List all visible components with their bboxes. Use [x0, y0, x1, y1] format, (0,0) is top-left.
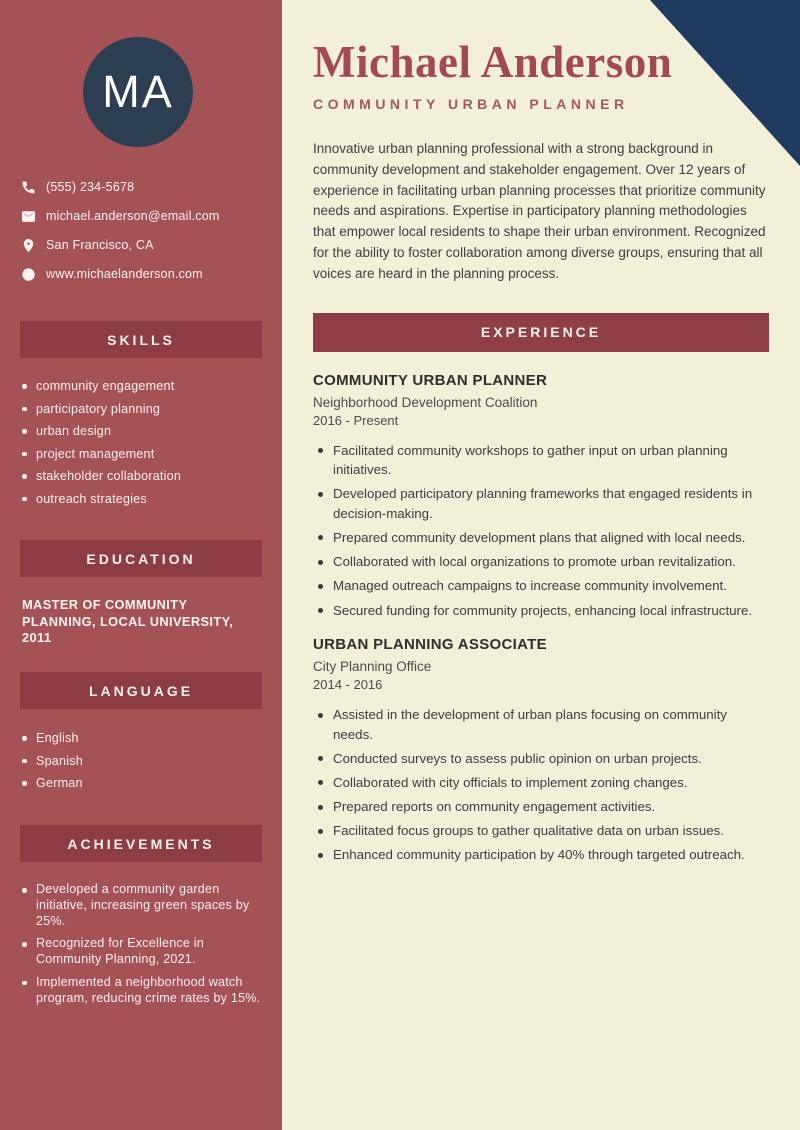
language-heading-label: LANGUAGE	[88, 682, 194, 699]
job-bullet-list	[313, 705, 769, 865]
job-bullet: Managed outreach campaigns to increase community involvement.	[313, 576, 769, 596]
contact-email-value: michael.anderson@email.com	[46, 209, 220, 223]
education-text: MASTER OF COMMUNITY PLANNING, LOCAL UNIVERSITY, 2011	[22, 597, 234, 645]
phone-icon	[21, 180, 36, 195]
main-content	[313, 0, 769, 870]
experience-heading-label: EXPERIENCE	[480, 324, 602, 341]
avatar-initials: MA	[102, 66, 174, 117]
job-bullet: Facilitated community workshops to gather input on urban planning initiatives.	[313, 441, 769, 480]
skills-heading-label: SKILLS	[107, 331, 175, 348]
achievements-heading	[20, 825, 262, 862]
education-heading	[20, 540, 262, 577]
job-dates: 2014 - 2016	[313, 677, 383, 693]
language-item: Spanish	[21, 753, 269, 769]
job-bullet: Conducted surveys to assess public opinion on urban projects.	[313, 749, 769, 769]
job-bullet-list	[313, 441, 769, 620]
job-subtitle: COMMUNITY URBAN PLANNER	[313, 96, 629, 112]
job-company: Neighborhood Development Coalition	[313, 394, 538, 410]
job-bullet: Collaborated with local organizations to promote urban revitalization.	[313, 552, 769, 572]
education-heading-label: EDUCATION	[86, 550, 196, 567]
achievements-heading-label: ACHIEVEMENTS	[67, 835, 215, 852]
skill-item: project management	[21, 446, 269, 462]
job-company: City Planning Office	[313, 659, 432, 675]
contact-phone-row	[21, 177, 271, 197]
job-title: URBAN PLANNING ASSOCIATE	[313, 636, 547, 654]
skill-item: participatory planning	[21, 401, 269, 417]
language-list	[21, 730, 269, 798]
contact-section	[21, 177, 271, 293]
job-bullet: Secured funding for community projects, enhancing local infrastructure.	[313, 601, 769, 621]
achievement-item: Implemented a neighborhood watch program, reducing crime rates by 15%.	[21, 975, 269, 1007]
achievements-list	[21, 882, 269, 1014]
job-bullet: Prepared community development plans that aligned with local needs.	[313, 528, 769, 548]
job-entry-2	[313, 636, 769, 865]
job-bullet: Developed participatory planning frameworks that engaged residents in decision-making.	[313, 484, 769, 523]
language-heading	[20, 672, 262, 709]
globe-icon	[21, 267, 36, 282]
skill-item: stakeholder collaboration	[21, 468, 269, 484]
job-bullet: Collaborated with city officials to implement zoning changes.	[313, 773, 769, 793]
language-item: German	[21, 775, 269, 791]
job-bullet: Enhanced community participation by 40% through targeted outreach.	[313, 845, 769, 865]
mail-icon	[21, 209, 36, 224]
skill-item: community engagement	[21, 378, 269, 394]
avatar	[83, 37, 193, 147]
contact-location-row	[21, 235, 271, 255]
skill-item: outreach strategies	[21, 491, 269, 507]
achievement-item: Recognized for Excellence in Community Planning, 2021.	[21, 936, 269, 968]
skills-list	[21, 378, 269, 513]
job-title: COMMUNITY URBAN PLANNER	[313, 371, 548, 389]
contact-phone-value: (555) 234-5678	[46, 180, 135, 194]
sidebar	[0, 0, 282, 1130]
contact-location-value: San Francisco, CA	[46, 238, 154, 252]
achievement-item: Developed a community garden initiative, increasing green spaces by 25%.	[21, 882, 269, 929]
experience-heading	[313, 313, 769, 352]
summary-paragraph: Innovative urban planning professional with a strong background in community development and stakeholder engagement. Over 12 years of experience in facilitating urban planning processes that prioritize community needs and aspirations. Expertise in participatory planning methodologies that empower local residents to shape their urban environment. Recognized for the ability to foster collaboration among diverse groups, ensuring that all voices are heard in the planning process.	[313, 141, 766, 281]
page-title: Michael Anderson	[313, 37, 673, 87]
language-item: English	[21, 730, 269, 746]
skills-heading	[20, 321, 262, 358]
job-bullet: Prepared reports on community engagement activities.	[313, 797, 769, 817]
contact-website-value: www.michaelanderson.com	[46, 267, 203, 281]
job-entry-1	[313, 372, 769, 620]
job-bullet: Facilitated focus groups to gather qualitative data on urban issues.	[313, 821, 769, 841]
skill-item: urban design	[21, 423, 269, 439]
contact-website-row	[21, 264, 271, 284]
location-pin-icon	[21, 238, 36, 253]
contact-email-row	[21, 206, 271, 226]
job-dates: 2016 - Present	[313, 412, 399, 428]
job-bullet: Assisted in the development of urban plans focusing on community needs.	[313, 705, 769, 744]
